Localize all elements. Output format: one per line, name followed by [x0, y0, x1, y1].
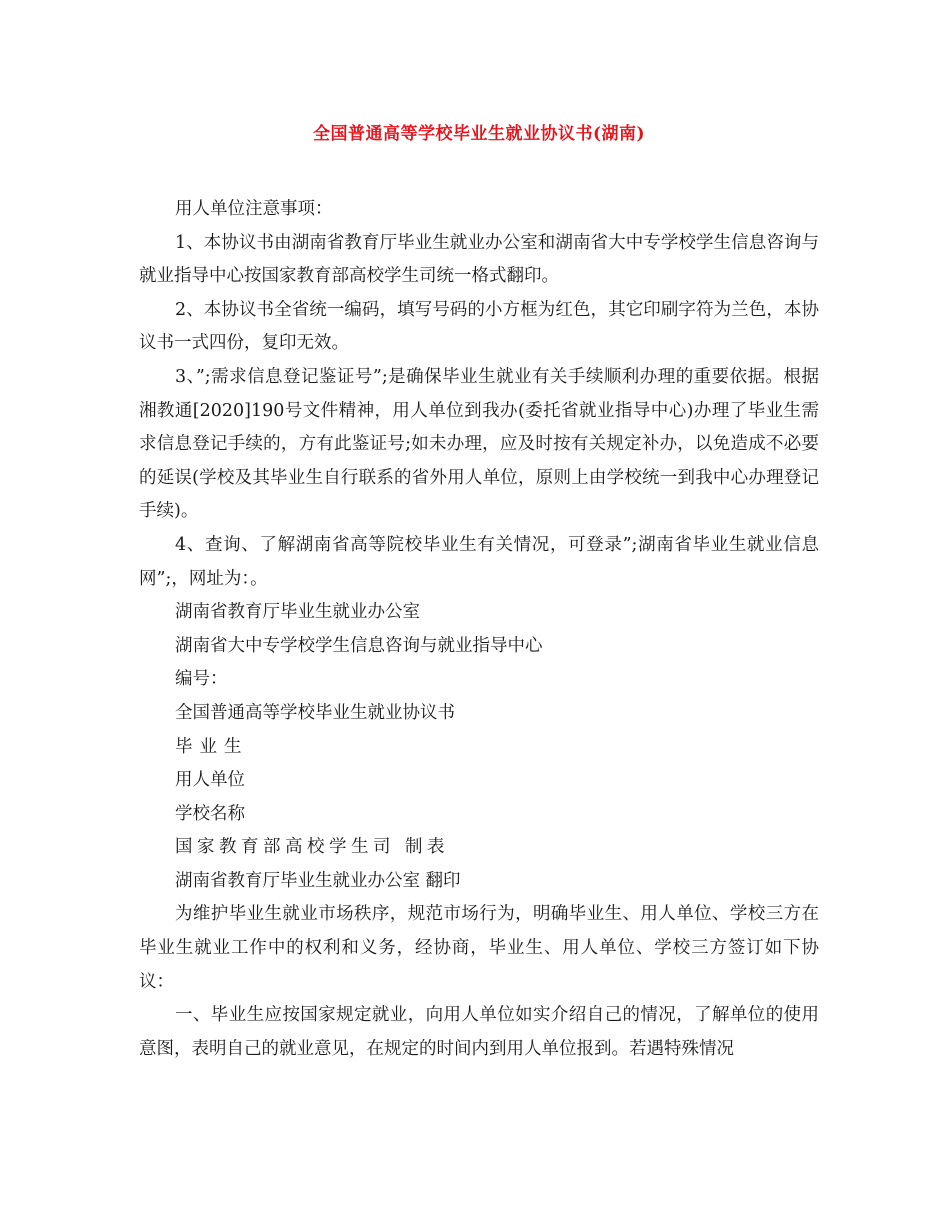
school-name-label: 学校名称: [175, 803, 245, 824]
notice-item-1: 1、本协议书由湖南省教育厅毕业生就业办公室和湖南省大中专学校学生信息咨询与就业指导中心按国家教育部高校学生司统一格式翻印。: [139, 232, 819, 287]
graduate-label: 毕业生: [175, 736, 249, 757]
issuer-made-by: 国家教育部高校学生司 制表: [175, 837, 450, 858]
notice-item-3: 3、”;需求信息登记鉴证号”;是确保毕业生就业有关手续顺利办理的重要依据。根据湘教通[2020]190号文件精神，用人单位到我办(委托省就业指导中心)办理了毕业生需求信息登记手续的，方有此鉴证号;如未办理，应及时按有关规定补办，以免造成不必要的延误(学校及其毕业生自行联系的省外用人单位，原则上由学校统一到我中心办理登记手续)。: [139, 366, 819, 522]
notice-item-4: 4、查询、了解湖南省高等院校毕业生有关情况，可登录”;湖南省毕业生就业信息网”;，网址为：。: [139, 534, 819, 589]
document-title: 全国普通高等学校毕业生就业协议书(湖南): [312, 124, 646, 144]
agreement-subtitle: 全国普通高等学校毕业生就业协议书: [175, 702, 455, 723]
agreement-preamble: 为维护毕业生就业市场秩序，规范市场行为，明确毕业生、用人单位、学校三方在毕业生就业工作中的权利和义务，经协商，毕业生、用人单位、学校三方签订如下协议：: [139, 904, 819, 992]
agreement-clause-1: 一、毕业生应按国家规定就业，向用人单位如实介绍自己的情况，了解单位的使用意图，表明自己的就业意见，在规定的时间内到用人单位报到。若遇特殊情况: [139, 1005, 819, 1059]
notice-heading: 用人单位注意事项：: [175, 199, 333, 219]
notice-item-2: 2、本协议书全省统一编码，填写号码的小方框为红色，其它印刷字符为兰色，本协议书一式四份，复印无效。: [139, 299, 819, 354]
issuer-office: 湖南省教育厅毕业生就业办公室: [175, 602, 420, 623]
issuer-reprint: 湖南省教育厅毕业生就业办公室 翻印: [175, 870, 461, 891]
employer-label: 用人单位: [175, 770, 245, 791]
issuer-center: 湖南省大中专学校学生信息咨询与就业指导中心: [175, 635, 543, 656]
document-body: [139, 193, 819, 1066]
serial-number-label: 编号：: [175, 669, 228, 690]
